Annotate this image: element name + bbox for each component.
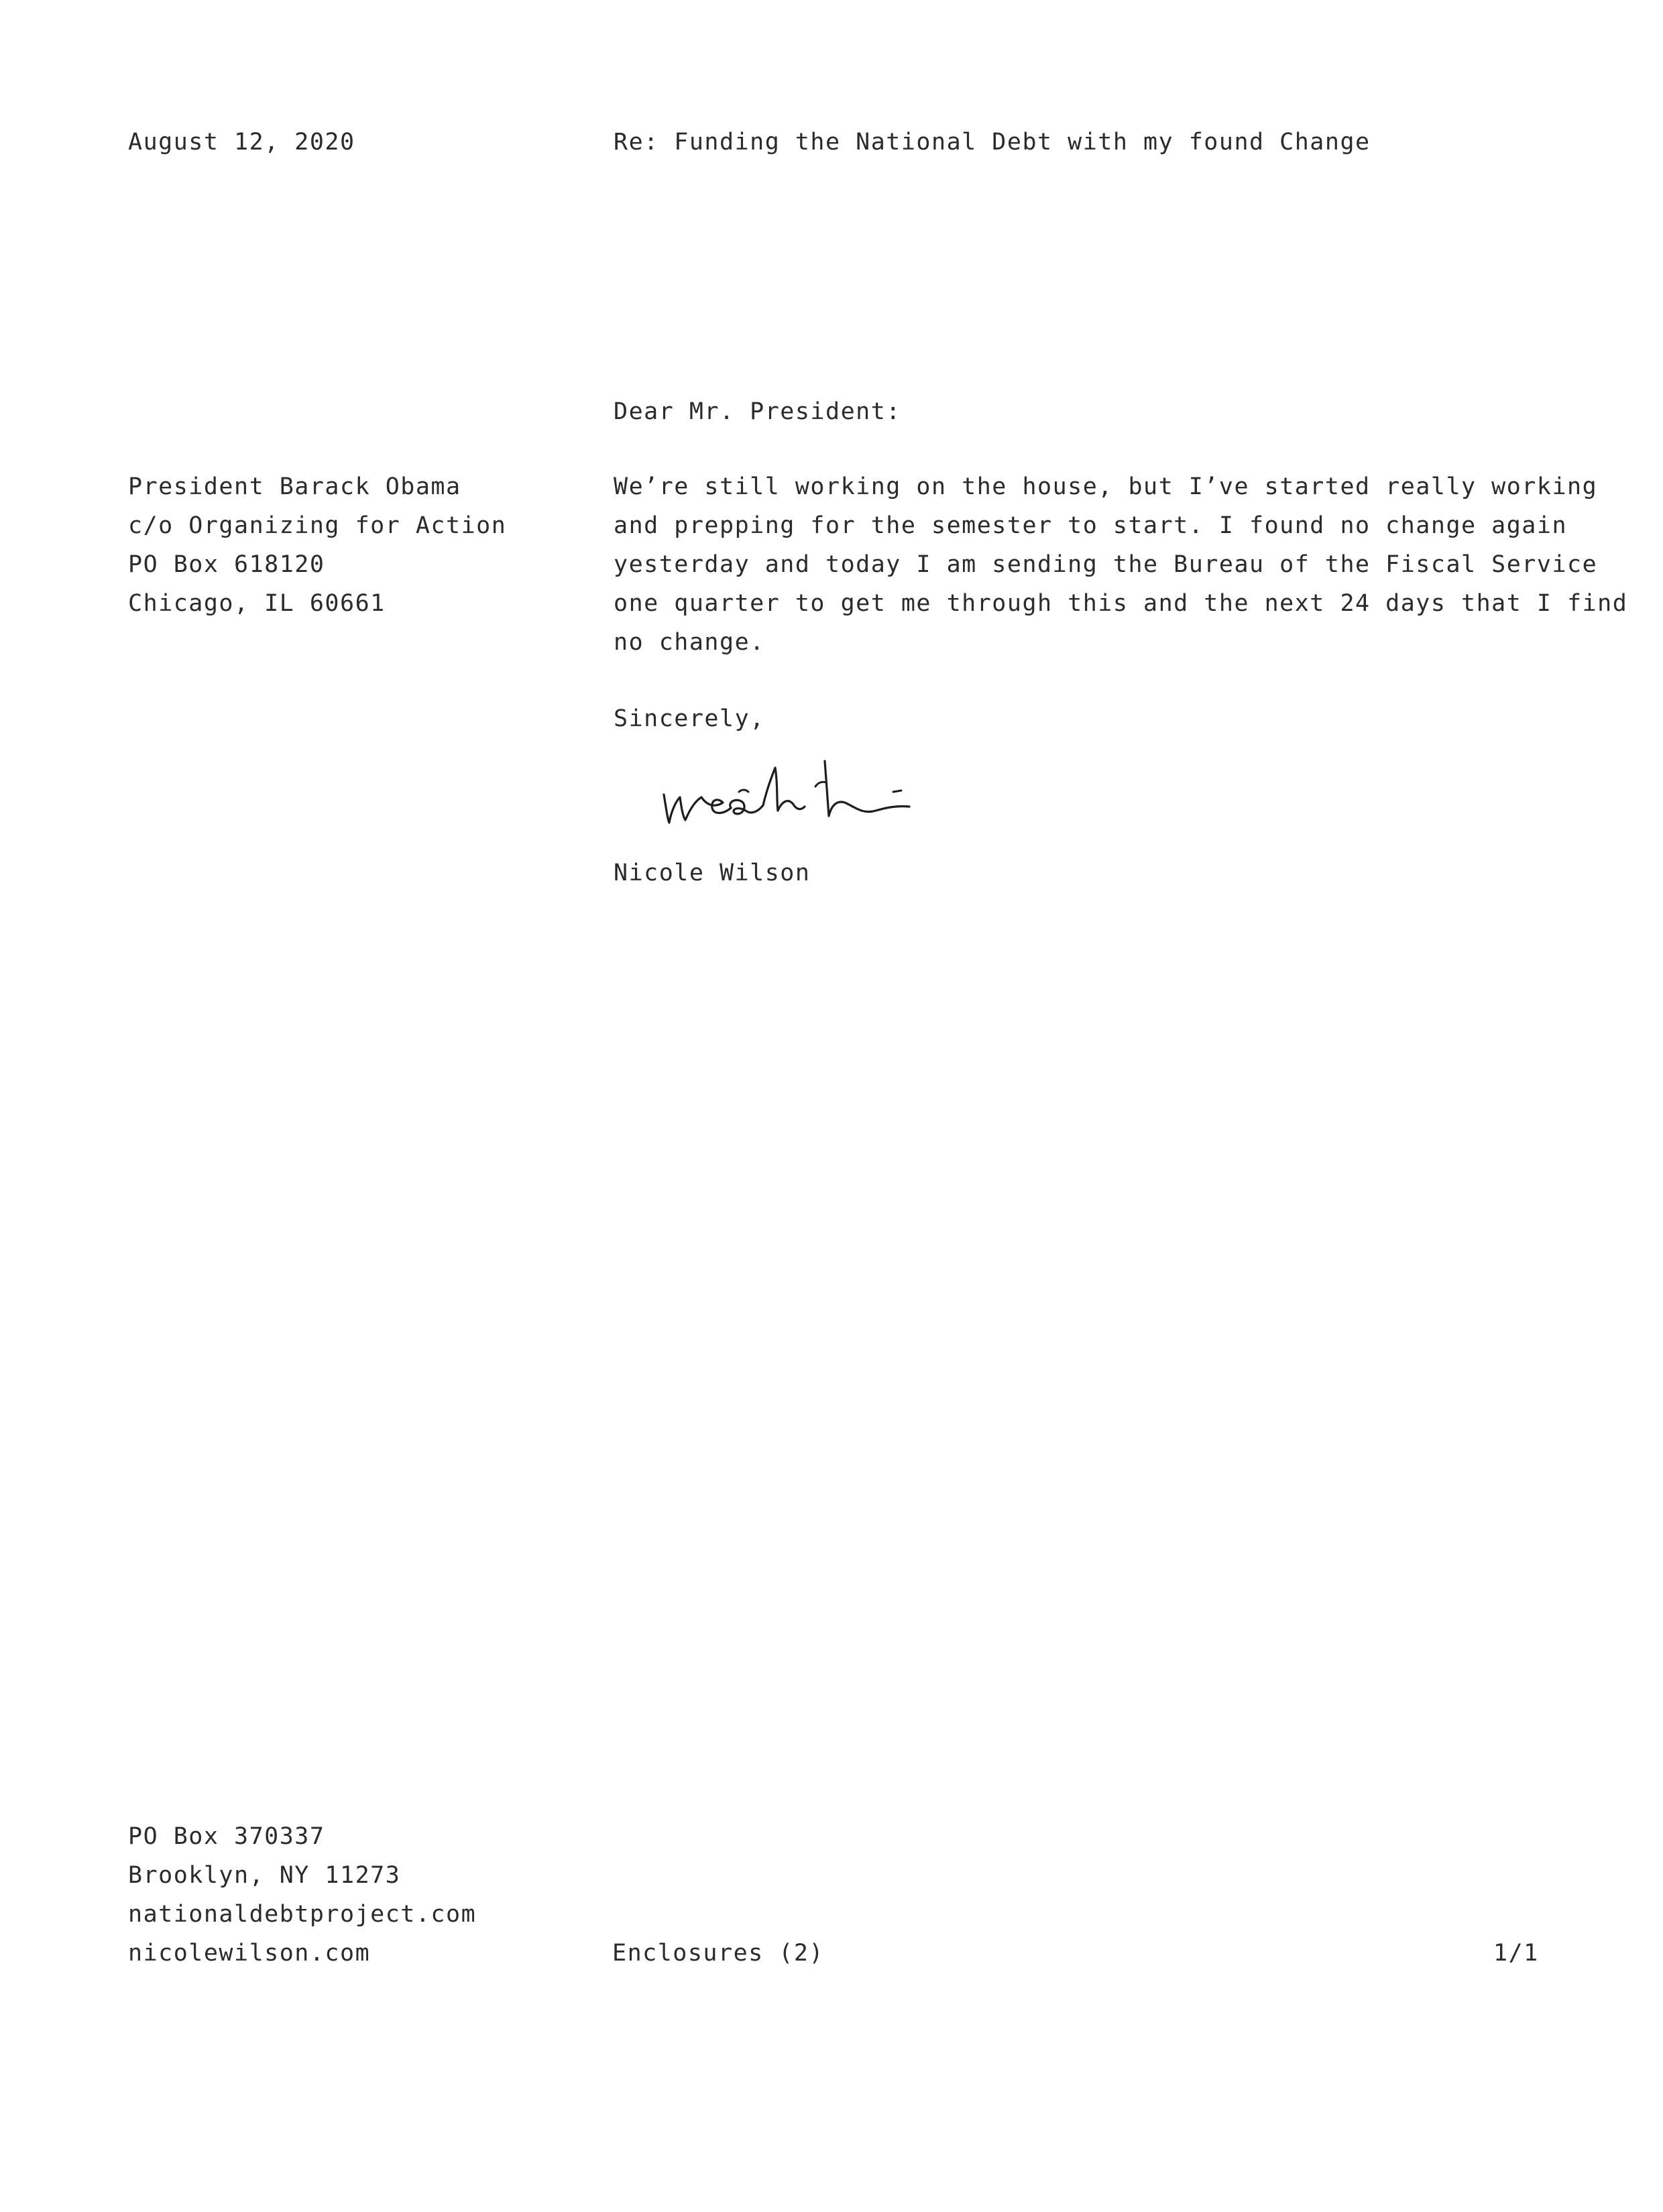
sender-address <box>128 1817 476 1973</box>
body-line: no change. <box>614 629 765 656</box>
enclosures-note: Enclosures (2) <box>612 1940 825 1967</box>
letter-subject: Re: Funding the National Debt with my found Change <box>614 129 1371 156</box>
recipient-line: Chicago, IL 60661 <box>128 590 386 617</box>
body-line: and prepping for the semester to start. I found no change again <box>614 512 1568 539</box>
body-line: yesterday and today I am sending the Bureau of the Fiscal Service <box>614 551 1598 578</box>
recipient-line: c/o Organizing for Action <box>128 512 507 539</box>
sender-line: Brooklyn, NY 11273 <box>128 1862 401 1889</box>
body-line: We’re still working on the house, but I’ve started really working <box>614 473 1598 500</box>
page-number: 1/1 <box>1493 1940 1539 1967</box>
sender-line: nicolewilson.com <box>128 1940 371 1967</box>
salutation: Dear Mr. President: <box>614 398 901 425</box>
recipient-line: PO Box 618120 <box>128 551 325 578</box>
letter-body <box>614 467 1628 662</box>
sender-line: PO Box 370337 <box>128 1823 325 1850</box>
signer-name: Nicole Wilson <box>614 860 811 886</box>
closing: Sincerely, <box>614 705 765 732</box>
sender-line: nationaldebtproject.com <box>128 1901 477 1928</box>
recipient-line: President Barack Obama <box>128 473 461 500</box>
handwritten-signature <box>657 741 945 835</box>
letter-date: August 12, 2020 <box>128 129 355 156</box>
recipient-address <box>128 467 506 623</box>
body-line: one quarter to get me through this and the next 24 days that I find <box>614 590 1628 617</box>
